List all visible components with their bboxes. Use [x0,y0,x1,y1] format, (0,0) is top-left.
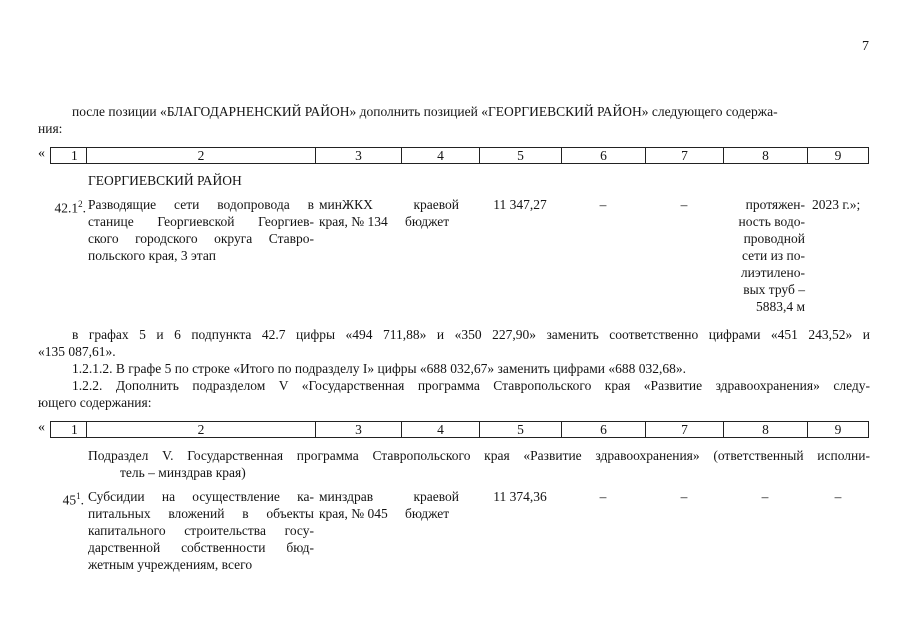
description-line: польского края, 3 этап [88,248,216,263]
customer-line: края, № 045 [319,506,388,521]
table1-header-cell [50,147,86,164]
table1-header-cell [723,147,807,164]
description-line: ского городского округа Ставро- [88,231,314,246]
row-number-sup: 2 [78,199,83,209]
mid-p3-line-2: ющего содержания: [38,395,152,410]
row-description [88,488,314,573]
table2-header-cell [479,421,561,438]
table2-header-cell [315,421,401,438]
row-number-sup: 1 [76,491,81,501]
table1-section-title: ГЕОРГИЕВСКИЙ РАЙОН [88,173,242,188]
table2-header-cell [561,421,645,438]
row-source [405,196,477,230]
mid-p2: 1.2.1.2. В графе 5 по строке «Итого по подразделу I» цифры «688 032,67» заменить цифрами «688 032,68». [72,361,687,376]
table2-subsection-line-2: тель – минздрав края) [120,465,246,480]
result-line: 5883,4 м [755,299,805,314]
description-line: Субсидии на осуществление ка- [88,489,314,504]
row-col7: – [680,197,688,212]
row-col6: – [599,489,607,504]
row-col8: – [761,489,769,504]
header-label: 3 [355,422,362,437]
row-number-main: 42.1 [54,200,79,216]
result-line: проводной [743,231,805,246]
header-label: 5 [517,148,524,163]
description-line: капитального строительства госу- [88,523,314,538]
description-line: дарственной собственности бюд- [88,540,314,555]
table1-header-cell [479,147,561,164]
table2-header-cell [50,421,86,438]
page-number: 7 [862,39,869,54]
row-description [88,196,314,264]
header-label: 1 [71,148,78,163]
description-line: станице Георгиевской Георгиев- [88,214,314,229]
mid-p3-line-1: 1.2.2. Дополнить подразделом V «Государственная программа Ставропольского края «Развитие здравоохранения» следу- [72,378,870,393]
row-number-tail: . [82,200,86,216]
customer-line: минздрав [319,489,374,504]
result-line: вых труб – [743,282,805,297]
row-year: 2023 г.»; [812,197,861,212]
table2-subsection-line-1: Подраздел V. Государственная программа Ставропольского края «Развитие здравоохранения» (ответственный исполни- [88,448,870,463]
source-line: краевой [413,197,459,212]
header-label: 9 [834,148,842,163]
row-col9: – [834,489,842,504]
table2-header-cell [723,421,807,438]
row-col6: – [599,197,607,212]
header-label: 3 [355,148,362,163]
header-label: 5 [517,422,524,437]
table1-header-cell [86,147,315,164]
intro-line-1: после позиции «БЛАГОДАРНЕНСКИЙ РАЙОН» дополнить позицией «ГЕОРГИЕВСКИЙ РАЙОН» следующего содержа- [72,104,778,119]
header-label: 4 [437,148,444,163]
customer-line: края, № 134 [319,214,388,229]
table1-header-cell [807,147,869,164]
table1-header-cell [315,147,401,164]
customer-line: минЖКХ [319,197,373,212]
mid-p1-line-2: «135 087,61». [38,344,116,359]
table2-open-quote: « [38,420,45,435]
source-line: бюджет [405,214,450,229]
header-label: 8 [762,422,769,437]
header-label: 7 [681,422,688,437]
description-line: жетным учреждениям, всего [88,557,253,572]
row-result [723,196,805,315]
table2-header-cell [645,421,723,438]
row-number-main: 45 [62,492,77,508]
table1-header-cell [645,147,723,164]
row-col7: – [680,489,688,504]
row-amount: 11 347,27 [493,197,547,212]
table1-open-quote: « [38,146,45,161]
table1-header-cell [561,147,645,164]
intro-line-2: ния: [38,121,63,136]
header-label: 4 [437,422,444,437]
table2-header-cell [86,421,315,438]
row-amount: 11 374,36 [493,489,547,504]
row-customer [319,488,403,522]
header-label: 8 [762,148,769,163]
header-label: 6 [600,148,607,163]
header-label: 7 [681,148,688,163]
source-line: бюджет [405,506,450,521]
row-source [405,488,477,522]
table2-header-cell [807,421,869,438]
result-line: лиэтилено- [740,265,805,280]
source-line: краевой [413,489,459,504]
row-customer [319,196,403,230]
description-line: Разводящие сети водопровода в [88,197,314,212]
row-number-tail: . [80,492,84,508]
row-number [40,488,84,509]
header-label: 9 [834,422,842,437]
header-label: 1 [71,422,78,437]
table1-header-cell [401,147,479,164]
header-label: 2 [197,148,205,163]
row-number [40,196,86,217]
mid-p1-line-1: в графах 5 и 6 подпункта 42.7 цифры «494 711,88» и «350 227,90» заменить соответственно цифрами «451 243,52» и [72,327,870,342]
description-line: питальных вложений в объекты [88,506,314,521]
table2-header-cell [401,421,479,438]
result-line: протяжен- [745,197,805,212]
result-line: сети из по- [741,248,805,263]
result-line: ность водо- [738,214,805,229]
header-label: 2 [197,422,205,437]
header-label: 6 [600,422,607,437]
